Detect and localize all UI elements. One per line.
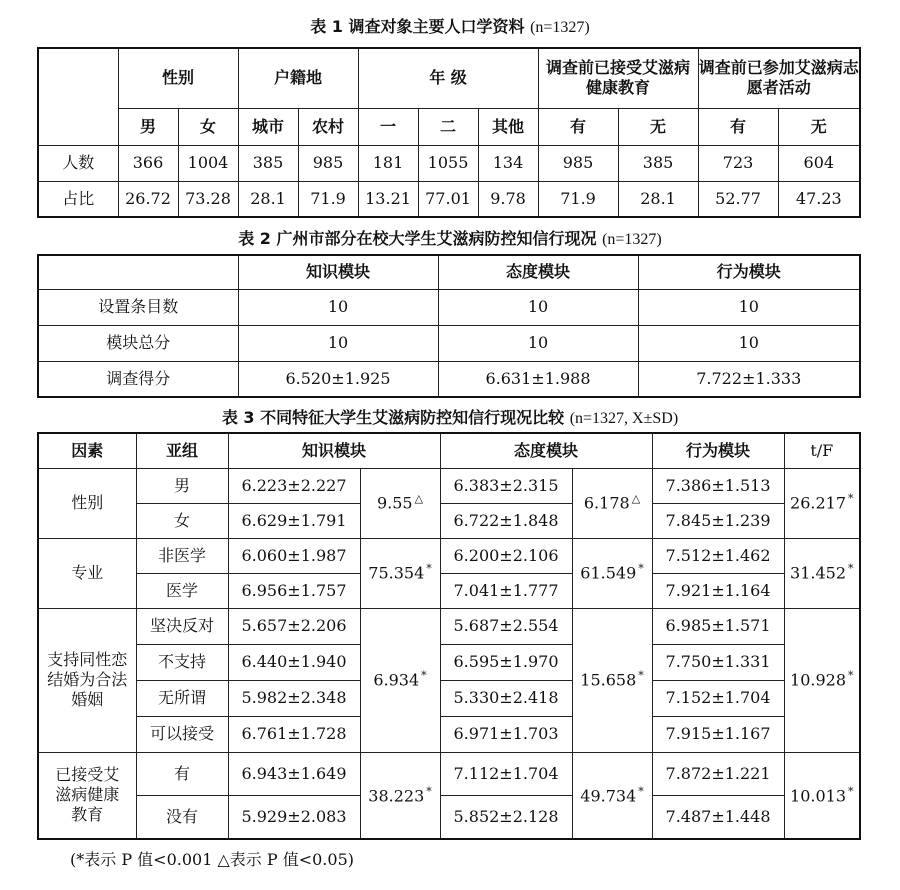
table1-group-grade: 年 级: [358, 48, 538, 108]
behavior-cell: 7.487±1.448: [652, 795, 784, 839]
table3-caption: 表 3 不同特征大学生艾滋病防控知信行现况比较 (n=1327, X±SD): [221, 408, 679, 427]
behavior-cell: 7.750±1.331: [652, 644, 784, 680]
tf-stat: 31.452 *: [784, 538, 860, 608]
cell: 71.9: [538, 181, 618, 217]
knowledge-cell: 6.060±1.987: [228, 538, 360, 573]
knowledge-cell: 5.929±2.083: [228, 795, 360, 839]
table2-header: 态度模块: [438, 255, 638, 289]
attitude-stat: 61.549 *: [572, 538, 652, 608]
cell: 6.631±1.988: [438, 361, 638, 397]
factor-label: 专业: [38, 538, 136, 608]
table-row: [38, 752, 860, 795]
cell: 985: [538, 145, 618, 181]
knowledge-cell: 6.943±1.649: [228, 752, 360, 795]
table2-row: [38, 361, 860, 397]
table2-header: 行为模块: [638, 255, 860, 289]
cell: 10: [638, 325, 860, 361]
behavior-cell: 7.872±1.221: [652, 752, 784, 795]
table2-caption: 表 2 广州市部分在校大学生艾滋病防控知信行现况 (n=1327): [238, 229, 662, 248]
subgroup-label: 男: [136, 468, 228, 503]
table1-corner: [38, 48, 118, 145]
table1-sub: 无: [618, 108, 698, 145]
subgroup-label: 无所谓: [136, 680, 228, 716]
tf-stat: 26.217 *: [784, 468, 860, 538]
attitude-cell: 7.041±1.777: [440, 573, 572, 608]
table3: [37, 432, 861, 840]
table2: [37, 254, 861, 398]
attitude-cell: 6.383±2.315: [440, 468, 572, 503]
cell: 52.77: [698, 181, 778, 217]
table3-header-behavior: 行为模块: [652, 433, 784, 468]
attitude-cell: 6.722±1.848: [440, 503, 572, 538]
table-row: [38, 680, 860, 716]
cell: 9.78: [478, 181, 538, 217]
knowledge-stat: 38.223 *: [360, 752, 440, 839]
behavior-cell: 7.152±1.704: [652, 680, 784, 716]
knowledge-cell: 5.982±2.348: [228, 680, 360, 716]
table1-sub: 男: [118, 108, 178, 145]
subgroup-label: 女: [136, 503, 228, 538]
table-row: [38, 644, 860, 680]
attitude-cell: 5.330±2.418: [440, 680, 572, 716]
row-label: 调查得分: [38, 361, 238, 397]
cell: 134: [478, 145, 538, 181]
cell: 1004: [178, 145, 238, 181]
cell: 6.520±1.925: [238, 361, 438, 397]
table-row: [38, 716, 860, 752]
behavior-cell: 7.845±1.239: [652, 503, 784, 538]
row-label: 设置条目数: [38, 289, 238, 325]
subgroup-label: 没有: [136, 795, 228, 839]
cell: 985: [298, 145, 358, 181]
table2-corner: [38, 255, 238, 289]
table1-sub: 无: [778, 108, 860, 145]
subgroup-label: 医学: [136, 573, 228, 608]
table1-sub: 其他: [478, 108, 538, 145]
table-row: [38, 608, 860, 644]
table1-sub: 女: [178, 108, 238, 145]
knowledge-stat: 6.934 *: [360, 608, 440, 752]
knowledge-cell: 6.629±1.791: [228, 503, 360, 538]
row-label: 占比: [38, 181, 118, 217]
behavior-cell: 7.921±1.164: [652, 573, 784, 608]
row-label: 模块总分: [38, 325, 238, 361]
table1-group-gender: 性别: [118, 48, 238, 108]
factor-label: 性别: [38, 468, 136, 538]
attitude-cell: 6.595±1.970: [440, 644, 572, 680]
table1-sub: 农村: [298, 108, 358, 145]
factor-label: 已接受艾滋病健康教育: [38, 752, 136, 839]
table1-sub: 有: [698, 108, 778, 145]
tf-stat: 10.013 *: [784, 752, 860, 839]
cell: 13.21: [358, 181, 418, 217]
cell: 604: [778, 145, 860, 181]
cell: 723: [698, 145, 778, 181]
table1-group-hukou: 户籍地: [238, 48, 358, 108]
attitude-cell: 6.200±2.106: [440, 538, 572, 573]
table-row: [38, 538, 860, 573]
cell: 385: [618, 145, 698, 181]
cell: 7.722±1.333: [638, 361, 860, 397]
knowledge-cell: 6.223±2.227: [228, 468, 360, 503]
cell: 73.28: [178, 181, 238, 217]
table1-caption: 表 1 调查对象主要人口学资料 (n=1327): [310, 17, 590, 36]
cell: 10: [638, 289, 860, 325]
table1-group-edu: 调查前已接受艾滋病健康教育: [538, 48, 698, 108]
cell: 10: [238, 289, 438, 325]
table-row: [38, 573, 860, 608]
table3-header-subgroup: 亚组: [136, 433, 228, 468]
cell: 28.1: [238, 181, 298, 217]
table-row: [38, 468, 860, 503]
table1-sub: 有: [538, 108, 618, 145]
table1-sub: 二: [418, 108, 478, 145]
footnote: (*表示 P 值<0.001 △表示 P 值<0.05): [70, 850, 354, 869]
behavior-cell: 6.985±1.571: [652, 608, 784, 644]
table1-sub: 一: [358, 108, 418, 145]
knowledge-stat: 75.354 *: [360, 538, 440, 608]
subgroup-label: 可以接受: [136, 716, 228, 752]
attitude-stat: 6.178 △: [572, 468, 652, 538]
table2-header: 知识模块: [238, 255, 438, 289]
table1-row: [38, 181, 860, 217]
knowledge-cell: 6.956±1.757: [228, 573, 360, 608]
cell: 71.9: [298, 181, 358, 217]
knowledge-stat: 9.55 △: [360, 468, 440, 538]
table3-header-factor: 因素: [38, 433, 136, 468]
cell: 181: [358, 145, 418, 181]
behavior-cell: 7.386±1.513: [652, 468, 784, 503]
cell: 28.1: [618, 181, 698, 217]
tf-stat: 10.928 *: [784, 608, 860, 752]
table1-row: [38, 145, 860, 181]
behavior-cell: 7.512±1.462: [652, 538, 784, 573]
knowledge-cell: 5.657±2.206: [228, 608, 360, 644]
table2-row: [38, 289, 860, 325]
cell: 385: [238, 145, 298, 181]
table3-header-knowledge: 知识模块: [228, 433, 440, 468]
cell: 366: [118, 145, 178, 181]
table2-row: [38, 325, 860, 361]
subgroup-label: 坚决反对: [136, 608, 228, 644]
subgroup-label: 有: [136, 752, 228, 795]
table-row: [38, 503, 860, 538]
behavior-cell: 7.915±1.167: [652, 716, 784, 752]
cell: 47.23: [778, 181, 860, 217]
table3-header-attitude: 态度模块: [440, 433, 652, 468]
knowledge-cell: 6.761±1.728: [228, 716, 360, 752]
attitude-cell: 7.112±1.704: [440, 752, 572, 795]
cell: 26.72: [118, 181, 178, 217]
cell: 77.01: [418, 181, 478, 217]
knowledge-cell: 6.440±1.940: [228, 644, 360, 680]
subgroup-label: 非医学: [136, 538, 228, 573]
cell: 10: [238, 325, 438, 361]
table3-header-tf: t/F: [784, 433, 860, 468]
table-row: [38, 795, 860, 839]
attitude-cell: 5.852±2.128: [440, 795, 572, 839]
attitude-stat: 15.658 *: [572, 608, 652, 752]
subgroup-label: 不支持: [136, 644, 228, 680]
factor-label: 支持同性恋结婚为合法婚姻: [38, 608, 136, 752]
row-label: 人数: [38, 145, 118, 181]
cell: 1055: [418, 145, 478, 181]
cell: 10: [438, 289, 638, 325]
table1-group-volunteer: 调查前已参加艾滋病志愿者活动: [698, 48, 860, 108]
table1-sub: 城市: [238, 108, 298, 145]
table1: [37, 47, 861, 218]
attitude-cell: 5.687±2.554: [440, 608, 572, 644]
cell: 10: [438, 325, 638, 361]
attitude-stat: 49.734 *: [572, 752, 652, 839]
attitude-cell: 6.971±1.703: [440, 716, 572, 752]
